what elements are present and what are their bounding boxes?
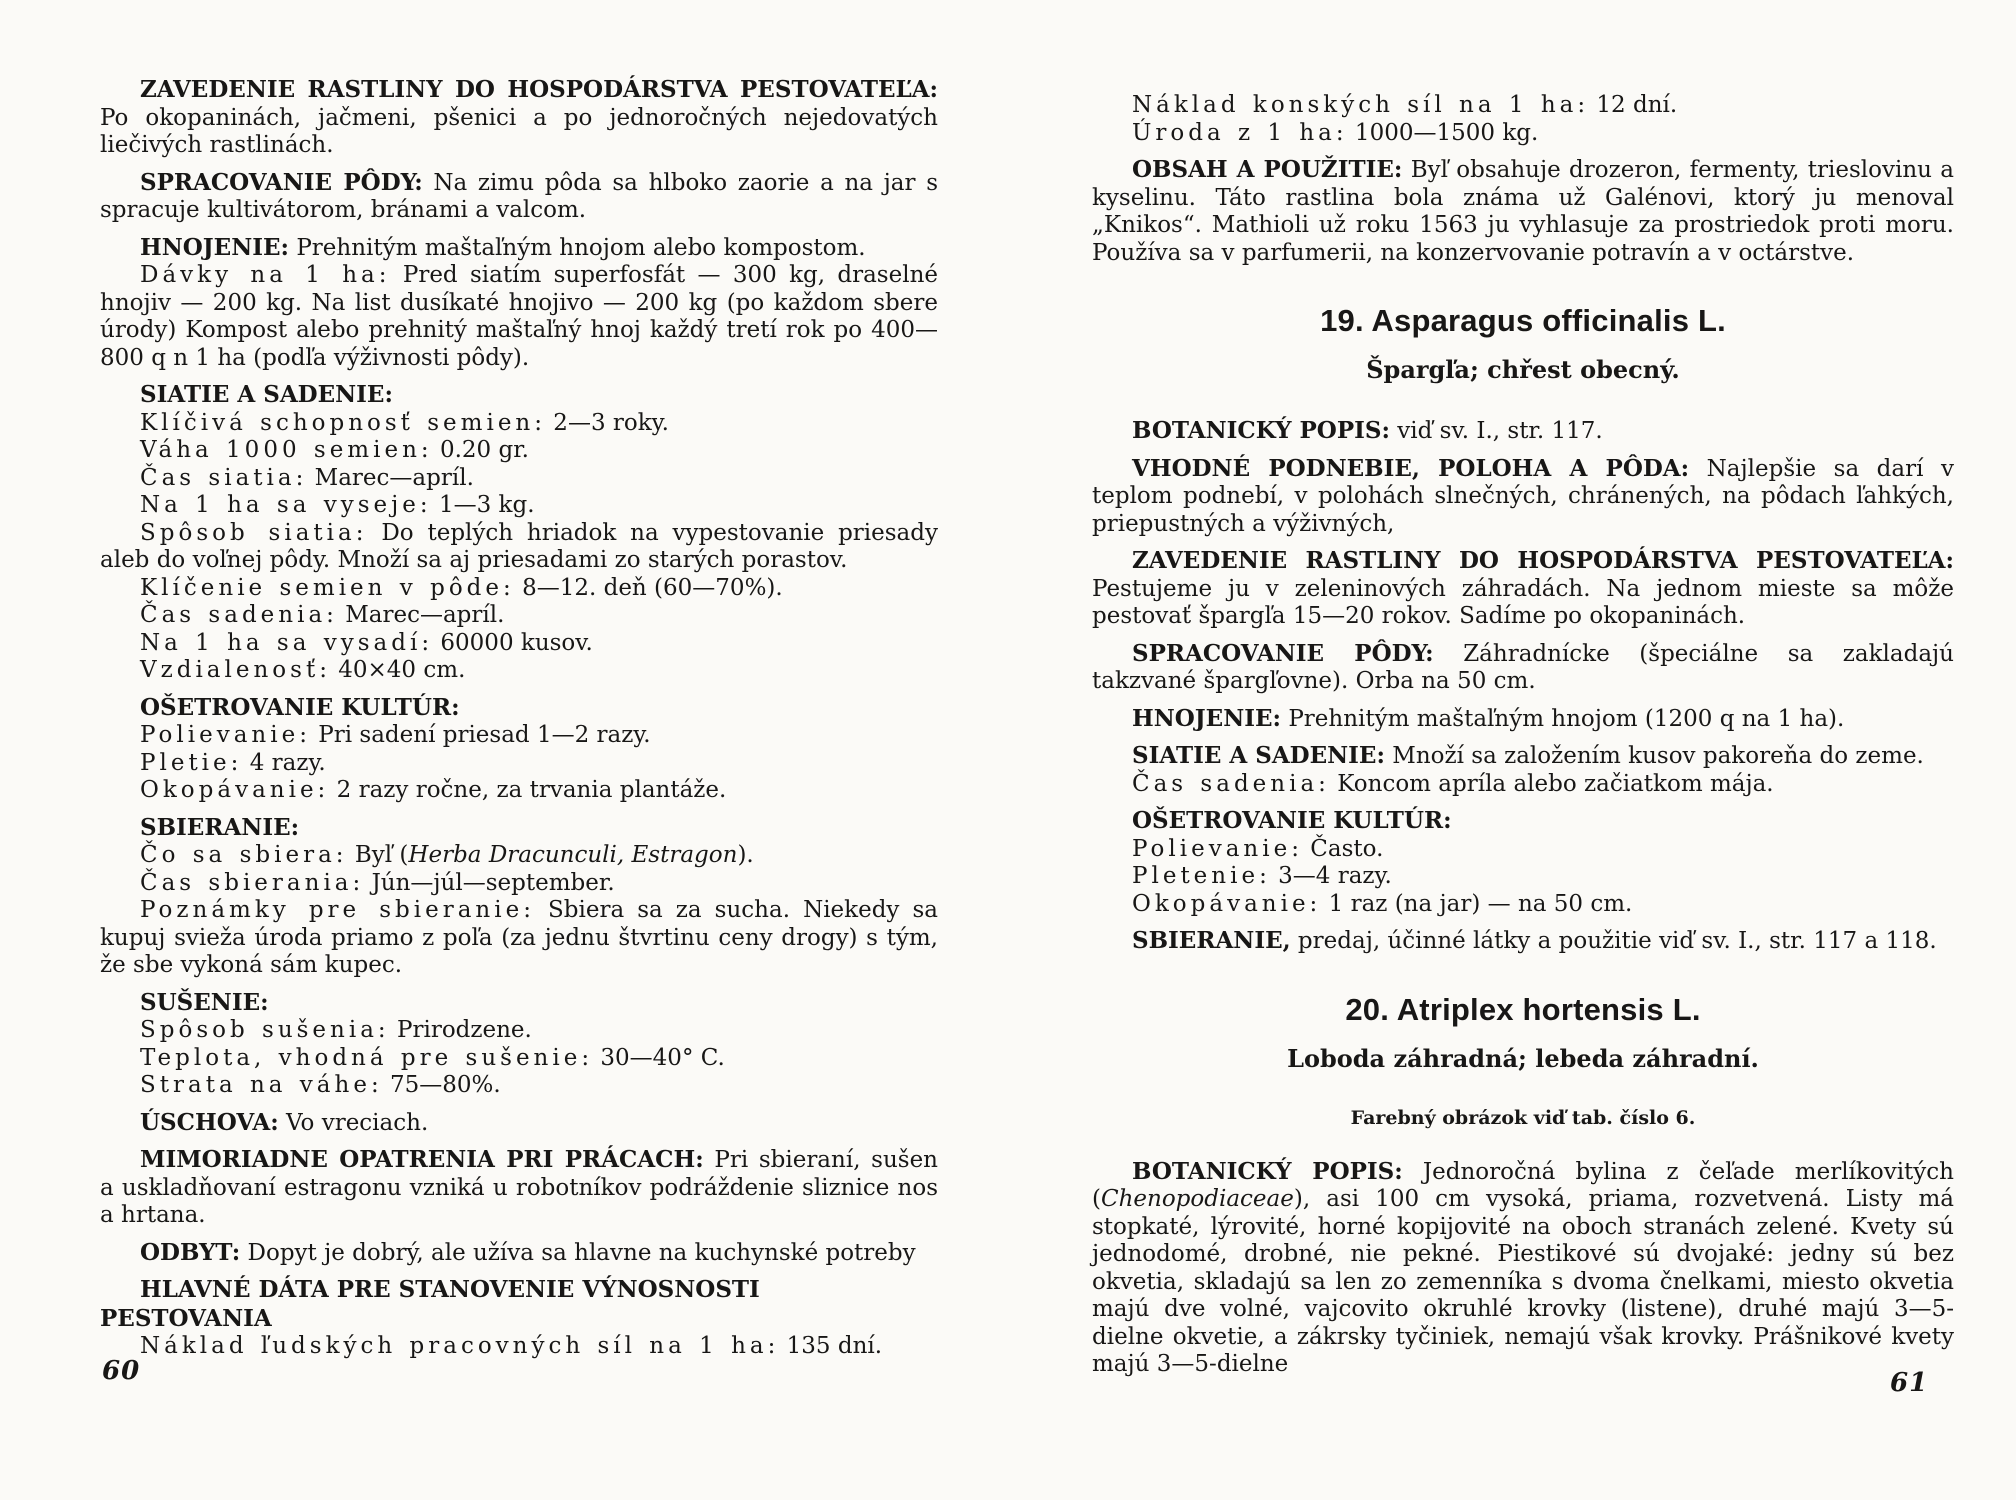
text-segment: Herba Dracunculi, Estragon [408,842,738,868]
text-segment: Teplota, vhodná pre sušenie: [140,1044,594,1071]
page-right [1092,92,1954,1388]
text-segment: 2—3 roky. [546,409,669,436]
text-segment: Prehnitým maštaľným hnojom (1200 q na 1 ha). [1281,705,1845,732]
text-segment: Jún—júl—september. [364,869,615,896]
text-segment: Strata na váhe: [140,1072,383,1098]
text-segment: Okopávanie: [140,777,330,803]
data-line [1092,120,1954,148]
text-segment: SBIERANIE, [1132,927,1291,954]
paragraph-botanicky-19 [1092,417,1954,446]
text-segment: Byľ obsahuje drozeron, fermenty, trieslovinu a kyselinu. Táto rastlina bola známa už Galénovi, ktorý ju menoval „Knikos“. Mathioli už roku 1563 ju vyhlasuje za prostriedok proti moru. Používa sa v parfumerii, na konzervovanie potravín a v octárstve. [1092,157,1954,266]
paragraph-zavedenie [100,76,938,160]
text-segment: Množí sa založením kusov pakoreňa do zeme. [1384,743,1924,769]
paragraph-siatie-19 [1092,742,1954,771]
section [1092,417,1954,446]
text-segment: Čas sadenia: [1132,770,1330,797]
text-segment: ). [737,842,754,868]
data-line [1092,891,1954,919]
section [1092,455,1954,539]
data-line [100,410,938,438]
data-line [100,1017,938,1045]
text-segment: Spôsob sušenia: [140,1017,390,1043]
text-segment: 1 raz (na jar) — na 50 cm. [1321,890,1633,917]
text-segment: Prirodzene. [389,1017,532,1043]
data-line [100,1045,938,1073]
paragraph-zavedenie-19 [1092,547,1954,631]
text-segment: Spôsob siatia: [140,519,368,546]
text-segment: Čas sadenia: [140,602,338,628]
text-segment: Chenopodiaceae [1100,1186,1294,1212]
text-segment: Čas siatia: [140,464,308,491]
text-segment: Po okopaninách, jačmeni, pšenici a po jednoročných nejedovatých liečivých rastlinách. [100,104,938,158]
data-line [1092,863,1954,891]
page-number-right: 61 [1890,1368,1929,1398]
text-segment: HNOJENIE: [1132,704,1282,732]
text-segment: 19. Asparagus officinalis L. [1320,303,1726,338]
species-heading-20 [1092,992,1954,1028]
heading-siatie [100,381,938,410]
section [100,694,938,805]
text-segment: Pred siatím superfosfát — 300 kg, draselné hnojiv — 200 kg. Na list dusíkaté hnojivo — 200 kg (po každom sbere úrody) Kompost alebo prehnitý maštaľný hnoj každý tretí rok po 400—800 q n 1 ha (podľa výživnosti pôdy). [100,262,938,371]
text-segment: ZAVEDENIE RASTLINY DO HOSPODÁRSTVA PESTOVATEĽA: [1132,547,1954,574]
section [100,814,938,980]
page-left [100,76,938,1370]
text-segment: Náklad konských síl na 1 ha: [1132,92,1590,118]
section [100,1146,938,1230]
paragraph [100,897,938,980]
text-segment: Pri sadení priesad 1—2 razy. [310,722,651,748]
section [100,1239,938,1268]
text-segment: Vo vreciach. [278,1109,429,1136]
data-line [1092,836,1954,864]
text-segment: 60000 kusov. [433,629,593,656]
paragraph-sbieranie-19 [1092,927,1954,956]
species-subheading-19 [1092,355,1954,385]
text-segment: 135 dní. [779,1333,883,1359]
paragraph-odbyt [100,1239,938,1268]
text-segment: Na 1 ha sa vysadí: [140,629,434,656]
paragraph-spracovanie-19 [1092,640,1954,696]
text-segment: Prehnitým maštaľným hnojom alebo kompostom. [289,234,866,261]
paragraph-hnojenie-19 [1092,705,1954,734]
text-segment: Okopávanie: [1132,890,1322,917]
section [100,1109,938,1138]
text-segment: MIMORIADNE OPATRENIA PRI PRÁCACH: [140,1146,704,1173]
text-segment: Váha 1000 semien: [140,437,433,463]
text-segment: viď sv. I., str. 117. [1389,418,1603,444]
text-segment: HLAVNÉ DÁTA PRE STANOVENIE VÝNOSNOSTI PESTOVANIA [100,1276,760,1332]
text-segment: Záhradnícke (špeciálne sa zakladajú takzvané špargľovne). Orba na 50 cm. [1092,640,1954,694]
data-line [100,602,938,630]
paragraph-mimoriadne [100,1146,938,1230]
text-segment: ODBYT: [140,1238,241,1266]
text-segment: Farebný obrázok viď tab. číslo 6. [1350,1106,1696,1129]
text-segment: Pletie: [140,749,243,776]
section [1092,640,1954,696]
text-segment: Marec—apríl. [337,602,505,628]
section [100,1276,938,1361]
text-segment: 0.20 gr. [432,437,529,463]
text-segment: Úroda z 1 ha: [1132,119,1348,146]
heading-osetrovanie-19 [1092,807,1954,836]
text-segment: OŠETROVANIE KULTÚR: [1132,807,1452,834]
data-line [100,1072,938,1100]
text-segment: Klíčivá schopnosť semien: [140,409,546,436]
section [1092,303,1954,385]
text-segment: 8—12. deň (60—70%). [514,574,783,601]
text-segment: 1—3 kg. [431,492,535,518]
text-segment: OBSAH A POUŽITIE: [1132,156,1403,183]
text-segment: 2 razy ročne, za trvania plantáže. [329,777,727,803]
paragraph-hnojenie [100,234,938,263]
section [1092,927,1954,956]
text-segment: Polievanie: [1132,835,1303,862]
data-line [100,722,938,750]
text-segment: Polievanie: [140,722,311,748]
data-line [100,657,938,685]
section [1092,992,1954,1130]
paragraph-botanicky-20 [1092,1158,1954,1379]
text-segment: SIATIE A SADENIE: [140,381,393,408]
section [100,989,938,1100]
section [1092,1158,1954,1379]
section [1092,705,1954,734]
data-line [100,777,938,805]
text-segment: 75—80%. [382,1072,501,1098]
text-segment: 1000—1500 kg. [1347,119,1539,146]
paragraph [100,520,938,575]
paragraph-davky [100,262,938,372]
text-segment: Poznámky pre sbieranie: [140,897,535,923]
section [100,234,938,373]
section [1092,807,1954,918]
section [1092,742,1954,798]
text-segment: Dopyt je dobrý, ale užíva sa hlavne na kuchynské potreby [240,1239,916,1266]
text-segment: Jednoročná bylina z čeľade merlíkovitých ( [1092,1158,1954,1212]
data-line [1092,771,1954,799]
text-segment: Náklad ľudských pracovných síl na 1 ha: [140,1333,780,1359]
text-segment: Marec—apríl. [307,464,474,491]
text-segment: ), asi 100 cm vysoká, priama, rozvetvená. Listy má stopkaté, lýrovité, horné kopijovité na oboch stranách zelené. Kvety sú jednodomé, drobné, nie pekné. Piestikové sú dvojaké: jedny sú bez okvetia, skladajú sa len zo zemenníka s dvoma čnelkami, miesto okvetia majú dve volné, vajcovito okruhlé krovky (listene), druhé majú 3—5-dielne okvetie, a zákrsky tyčiniek, nemajú však krovky. Prášnikové kvety majú 3—5-dielne [1092,1186,1954,1377]
data-line [100,750,938,778]
section [100,76,938,160]
text-segment: Pletenie: [1132,863,1271,889]
text-segment: SIATIE A SADENIE: [1132,742,1385,769]
heading-hlavne-data [100,1276,938,1333]
text-segment: 20. Atriplex hortensis L. [1345,991,1701,1027]
text-segment: 4 razy. [242,749,326,776]
text-segment: Na 1 ha sa vyseje: [140,492,432,518]
section [1092,547,1954,631]
text-segment: Koncom apríla alebo začiatkom mája. [1329,770,1774,797]
text-segment: SUŠENIE: [140,988,269,1016]
text-segment: 30—40° C. [593,1044,725,1071]
section [100,169,938,225]
heading-sbieranie [100,814,938,843]
figure-caption-20 [1092,1106,1954,1130]
data-line [100,630,938,658]
text-segment: Pri sbieraní, sušen a uskladňovaní estragonu vzniká u robotníkov podráždenie sliznice nos a hrtana. [100,1147,938,1228]
data-line [1092,92,1954,120]
text-segment: Na zimu pôda sa hlboko zaorie a na jar s spracuje kultivátorom, bránami a valcom. [100,169,938,223]
section [1092,92,1954,147]
text-segment: Čo sa sbiera: [140,842,348,868]
text-segment: 40×40 cm. [330,657,466,683]
paragraph-obsah [1092,156,1954,267]
heading-susenie [100,989,938,1018]
text-segment: Byľ ( [347,842,409,868]
data-line [100,465,938,493]
data-line [100,437,938,465]
paragraph-vhodne-podnebie [1092,455,1954,539]
text-segment: predaj, účinné látky a použitie viď sv. I., str. 117 a 118. [1290,928,1937,954]
heading-osetrovanie [100,694,938,723]
text-segment: ZAVEDENIE RASTLINY DO HOSPODÁRSTVA PESTOVATEĽA: [140,76,938,103]
species-subheading-20 [1092,1044,1954,1074]
text-segment: Do teplých hriadok na vypestovanie priesady aleb do voľnej pôdy. Množí sa aj priesadami zo starých porastov. [100,519,938,573]
text-segment: Špargľa; chřest obecný. [1366,355,1680,384]
text-segment: Čas sbierania: [140,869,365,896]
text-segment: BOTANICKÝ POPIS: [1132,417,1390,444]
section [100,381,938,685]
text-segment: SPRACOVANIE PÔDY: [140,168,423,196]
text-segment: Často. [1302,835,1384,862]
text-segment: SBIERANIE: [140,813,300,841]
species-heading-19 [1092,303,1954,339]
text-segment: HNOJENIE: [140,233,290,261]
data-line [100,842,938,870]
text-segment: ÚSCHOVA: [140,1108,279,1136]
text-segment: Najlepšie sa darí v teplom podnebí, v polohách slnečných, chránených, na pôdach ľahkých, priepustných a výživných, [1092,455,1954,537]
page-number-left: 60 [102,1356,141,1386]
data-line [100,492,938,520]
text-segment: SPRACOVANIE PÔDY: [1132,639,1434,667]
text-segment: Loboda záhradná; lebeda záhradní. [1287,1043,1759,1073]
text-segment: VHODNÉ PODNEBIE, POLOHA A PÔDA: [1132,454,1690,482]
text-segment: 3—4 razy. [1270,863,1392,889]
section [1092,156,1954,267]
text-segment: 12 dní. [1589,92,1678,118]
text-segment: Pestujeme ju v zeleninových záhradách. Na jednom mieste sa môže pestovať špargľa 15—20 rokov. Sadíme po okopaninách. [1092,575,1954,629]
text-segment: Vzdialenosť: [140,657,331,683]
paragraph-uschova [100,1109,938,1138]
data-line [100,1333,938,1361]
data-line [100,575,938,603]
paragraph-spracovanie [100,169,938,225]
text-segment: Sbiera sa za sucha. Niekedy sa kupuj svieža úroda priamo z poľa (za jednu štvrtinu ceny drogy) s tým, že sbe vykoná sám kupec. [100,897,938,978]
data-line [100,870,938,898]
text-segment: OŠETROVANIE KULTÚR: [140,693,460,721]
text-segment: Dávky na 1 ha: [140,262,391,288]
text-segment: BOTANICKÝ POPIS: [1132,1157,1403,1185]
text-segment: Klíčenie semien v pôde: [140,574,515,601]
